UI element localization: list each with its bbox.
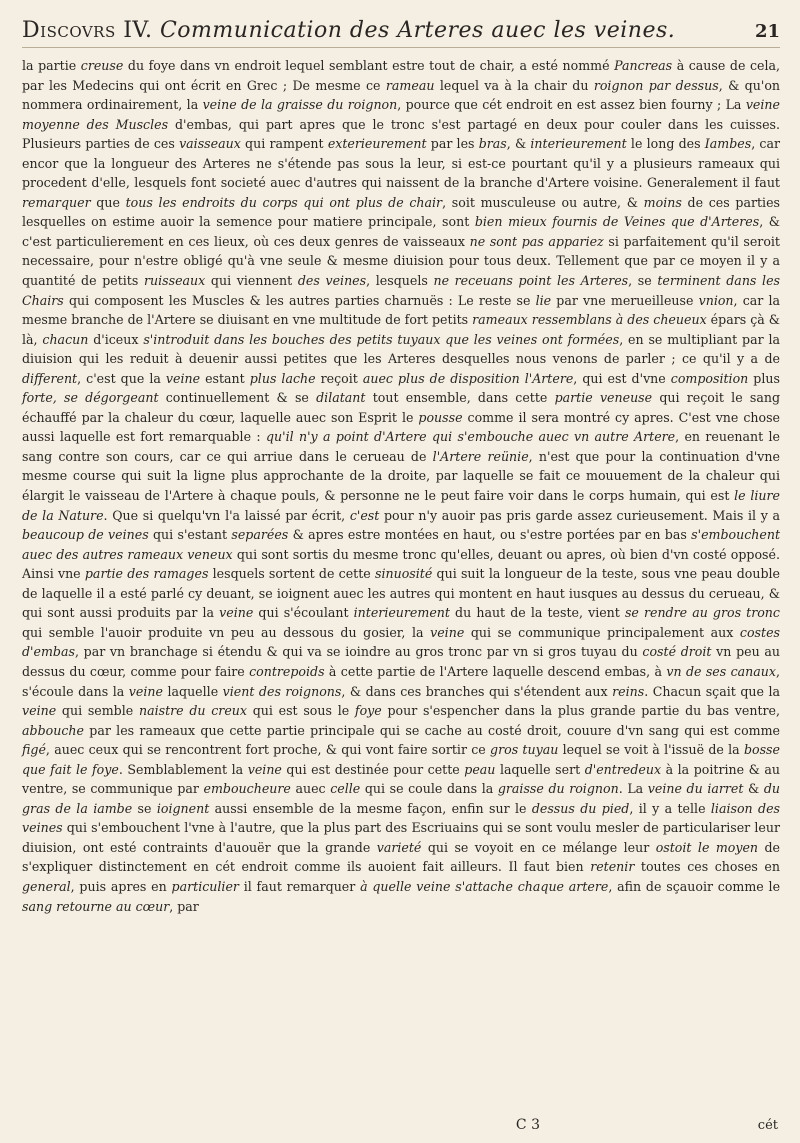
running-title-discourse: Discovrs IV. bbox=[22, 18, 153, 43]
text-run: par les rameaux que cette partie principale qui se cache au costé droit, couure d'vn sang qui est comme bbox=[83, 722, 780, 738]
text-run: , par vn branchage si étendu & qui va se ioindre au gros tronc par vn si gros tuyau du bbox=[74, 644, 643, 660]
text-run: qui est destinée pour cette bbox=[281, 761, 465, 777]
text-run: & bbox=[743, 781, 764, 797]
text-run: , c'est que la bbox=[77, 370, 166, 386]
italic-text-run: abbouche bbox=[22, 722, 84, 738]
italic-text-run: auec plus de disposition l'Artere bbox=[362, 370, 574, 386]
italic-text-run: veine du iarret bbox=[647, 781, 744, 797]
text-run: qui se voyoit en ce mélange leur bbox=[421, 839, 656, 855]
text-run: lesquels sortent de cette bbox=[208, 566, 375, 582]
text-run: aussi ensemble de la mesme façon, enfin sur le bbox=[209, 800, 532, 816]
text-run: , il y a telle bbox=[629, 800, 711, 816]
italic-text-run: du gras de la iambe bbox=[22, 781, 781, 816]
italic-text-run: veine bbox=[247, 761, 282, 777]
italic-text-run: figé bbox=[22, 742, 46, 758]
text-run: & apres estre montées en haut, ou s'estre portées par en bas bbox=[288, 527, 692, 543]
text-run: du haut de la teste, vient bbox=[449, 605, 625, 621]
text-run: par les bbox=[426, 136, 479, 152]
italic-text-run: ne receuans point les Arteres bbox=[433, 273, 629, 289]
italic-text-run: composition bbox=[670, 370, 749, 386]
italic-text-run: naistre du creux bbox=[138, 703, 247, 719]
italic-text-run: veine moyenne des Muscles bbox=[22, 97, 780, 132]
italic-text-run: contrepoids bbox=[249, 663, 325, 679]
text-run: , & dans ces branches qui s'étendent aux bbox=[341, 683, 613, 699]
text-run: , lesquels bbox=[366, 273, 434, 289]
italic-text-run: veine bbox=[430, 624, 465, 640]
text-run: auec bbox=[290, 781, 331, 797]
italic-text-run: interieurement bbox=[353, 605, 450, 621]
italic-text-run: veine bbox=[219, 605, 254, 621]
italic-text-run: Iambes bbox=[704, 136, 752, 152]
italic-text-run: qu'il n'y a point d'Artere qui s'embouche auec vn autre Artere bbox=[265, 429, 676, 445]
italic-text-run: interieurement bbox=[530, 136, 627, 152]
text-run: qui suit la longueur de la teste, sous vne peau double de laquelle il a esté parlé cy deuant, se ioignent auec les autres qui montent en haut iusques au dessus du cerueau, & qui sont aussi produits par la bbox=[22, 566, 780, 621]
text-run: . La bbox=[618, 781, 648, 797]
italic-text-run: sinuosité bbox=[374, 566, 433, 582]
text-run: à cette partie de l'Artere laquelle descend embas, à bbox=[324, 663, 667, 679]
text-run: par vne merueilleuse bbox=[551, 292, 699, 308]
text-run: il faut remarquer bbox=[238, 878, 361, 894]
italic-text-run: lie bbox=[535, 292, 552, 308]
text-run: d'embas, qui part apres que le tronc s'est partagé en deux pour couler dans les cuisses. Plusieurs parties de ces bbox=[22, 116, 780, 152]
italic-text-run: à quelle veine s'attache chaque artere bbox=[360, 878, 609, 894]
italic-text-run: veine de la graisse du roignon bbox=[202, 97, 398, 113]
text-run: qui viennent bbox=[205, 273, 298, 289]
italic-text-run: pousse bbox=[418, 409, 463, 425]
italic-text-run: ostoit le moyen bbox=[655, 839, 759, 855]
text-run: , auec ceux qui se rencontrent fort proche, & qui vont faire sortir ce bbox=[45, 742, 491, 758]
text-run: d'iceux bbox=[88, 331, 144, 347]
italic-text-run: des veines bbox=[297, 273, 367, 289]
italic-text-run: vnion bbox=[698, 292, 734, 308]
text-run: qui semble bbox=[56, 703, 139, 719]
italic-text-run: retenir bbox=[590, 859, 635, 875]
text-run: , afin de sçauoir comme le bbox=[608, 878, 781, 894]
italic-text-run: partie veneuse bbox=[554, 390, 653, 406]
text-run: , car encor que la longueur des Arteres ne s'étende pas sous la leur, si est-ce pourtant qu'il y a plusieurs rameaux qui procedent d'elle, lesquels font societé auec d'autres qui naissent de la branche d'Artere voisine. Generalement il faut bbox=[22, 136, 780, 191]
italic-text-run: general bbox=[22, 878, 71, 894]
text-run: , n'est que pour la continuation d'vne mesme course qui suit la ligne plus approchante de la droite, par laquelle se fait ce mouuement de la chaleur qui élargit le vaisseau de l'Artere à chaque pouls, & personne ne le peut faire voir dans le corps humain, qui est bbox=[22, 448, 780, 504]
page-number: 21 bbox=[754, 21, 780, 42]
italic-text-run: Pancreas bbox=[614, 58, 673, 73]
text-run: , puis apres en bbox=[70, 878, 172, 894]
italic-text-run: dilatant bbox=[316, 390, 366, 406]
running-title bbox=[22, 18, 675, 43]
italic-text-run: rameaux ressemblans à des cheueux bbox=[472, 312, 707, 328]
running-title-subject: Communication des Arteres auec les veines. bbox=[152, 18, 676, 43]
text-run: de ces parties lesquelles on estime auoir la semence pour matiere principale, sont bbox=[22, 194, 780, 230]
italic-text-run: rameau bbox=[385, 77, 435, 93]
italic-text-run: celle bbox=[330, 781, 361, 797]
text-run: . Semblablement la bbox=[118, 761, 248, 777]
text-run: , par bbox=[169, 898, 199, 914]
italic-text-run: costes d'embas bbox=[22, 624, 780, 660]
text-run: tout ensemble, dans cette bbox=[365, 390, 555, 406]
italic-text-run: costé droit bbox=[642, 644, 712, 660]
text-run: qui semble l'auoir produite vn peu au dessous du gosier, la bbox=[22, 624, 431, 640]
italic-text-run: ne sont pas appariez bbox=[469, 233, 604, 249]
text-run: qui rampent bbox=[240, 136, 328, 152]
italic-text-run: sang retourne au cœur bbox=[22, 898, 170, 914]
italic-text-run: forte, se dégorgeant bbox=[22, 390, 159, 406]
italic-text-run: veine bbox=[128, 683, 163, 699]
text-run: toutes ces choses en bbox=[634, 859, 780, 875]
italic-text-run: chacun bbox=[42, 331, 89, 347]
text-run: . Chacun sçait que la bbox=[644, 683, 781, 699]
italic-text-run: bien mieux fournis de Veines que d'Arteres bbox=[474, 214, 760, 230]
text-run: qui s'embouchent l'vne à l'autre, que la plus part des Escriuains qui se sont voulu mesler de particulariser leur diuision, ont esté contraints d'auouër que la grande bbox=[22, 820, 780, 855]
text-run: reçoit bbox=[315, 370, 363, 386]
text-run: , & c'est particulierement en ces lieux, où ces deux genres de vaisseaux bbox=[22, 214, 780, 249]
text-run: , soit musculeuse ou autre, & bbox=[442, 194, 644, 210]
text-run: , en reuenant le sang contre son cours, car ce qui arriue dans le cerueau de bbox=[22, 429, 780, 464]
italic-text-run: liaison des veines bbox=[22, 800, 780, 836]
text-run: , pource que cét endroit en est assez bien fourny ; La bbox=[397, 97, 746, 113]
text-run: laquelle sert bbox=[495, 761, 585, 777]
italic-text-run: remarquer bbox=[22, 194, 91, 210]
italic-text-run: separées bbox=[231, 527, 289, 543]
text-run: qui composent les Muscles & les autres parties charnuës : Le reste se bbox=[63, 292, 536, 308]
text-run: plus bbox=[748, 370, 780, 386]
text-run: comme il sera montré cy apres. C'est vne chose aussi laquelle est fort remarquable : bbox=[22, 409, 780, 445]
body-paragraph bbox=[22, 56, 780, 916]
text-run: si parfaitement qu'il seroit necessaire, pour n'estre obligé qu'à vne seule & mesme diuision pour tous deux. Tellement que par ce moyen il y a quantité de petits bbox=[22, 233, 780, 289]
italic-text-run: roignon par dessus bbox=[593, 77, 719, 93]
italic-text-run: s'introduit dans les bouches des petits tuyaux que les veines ont formées bbox=[143, 331, 620, 347]
italic-text-run: bras bbox=[478, 136, 507, 152]
text-run: qui s'écoulant bbox=[253, 605, 354, 621]
italic-text-run: vn de ses canaux bbox=[666, 663, 776, 679]
italic-text-run: vaisseaux bbox=[179, 136, 241, 152]
italic-text-run: moins bbox=[643, 194, 682, 210]
text-run: que bbox=[90, 194, 126, 210]
italic-text-run: dessus du pied bbox=[531, 800, 630, 816]
text-run: à la poitrine & au ventre, se communique par bbox=[22, 761, 780, 797]
italic-text-run: particulier bbox=[171, 878, 239, 894]
text-run: qui est sous le bbox=[246, 703, 355, 719]
text-run: , & qu'on nommera ordinairement, la bbox=[22, 77, 781, 113]
text-run: lequel va à la chair du bbox=[434, 77, 594, 93]
text-run: vn peu au dessus du cœur, comme pour faire bbox=[22, 644, 780, 679]
text-run: pour s'espencher dans la plus grande partie du bas ventre, bbox=[381, 703, 780, 719]
italic-text-run: c'est bbox=[349, 507, 380, 523]
italic-text-run: d'entredeux bbox=[584, 761, 662, 777]
italic-text-run: varieté bbox=[376, 839, 422, 855]
text-run: . Que si quelqu'vn l'a laissé par écrit, bbox=[103, 507, 350, 523]
text-run: continuellement & se bbox=[158, 390, 317, 406]
italic-text-run: veine bbox=[165, 370, 201, 386]
italic-text-run: reins bbox=[612, 683, 645, 699]
italic-text-run: foye bbox=[354, 703, 382, 719]
text-run: , se bbox=[628, 273, 658, 289]
italic-text-run: l'Artere reünie bbox=[432, 448, 529, 464]
text-run: laquelle bbox=[162, 683, 223, 699]
text-run: , qui est d'vne bbox=[573, 370, 671, 386]
italic-text-run: exterieurement bbox=[327, 136, 427, 152]
italic-text-run: ioignent bbox=[156, 800, 210, 816]
text-run: se bbox=[132, 800, 157, 816]
italic-text-run: emboucheure bbox=[203, 781, 291, 797]
text-run: estant bbox=[200, 370, 250, 386]
text-run: lequel se voit à l'issuë de la bbox=[558, 742, 744, 758]
text-run: qui se coule dans la bbox=[360, 781, 498, 797]
italic-text-run: se rendre au gros tronc bbox=[624, 605, 780, 621]
text-run: qui reçoit le sang échauffé par la chaleur du cœur, laquelle auec son Esprit le bbox=[22, 390, 781, 425]
text-run: épars çà & là, bbox=[22, 312, 780, 347]
italic-text-run: graisse du roignon bbox=[497, 781, 619, 797]
italic-text-run: vient des roignons bbox=[222, 683, 342, 699]
italic-text-run: ruisseaux bbox=[143, 273, 206, 289]
text-run: à cause de cela, par les Medecins qui ont écrit en Grec ; De mesme ce bbox=[22, 58, 780, 93]
text-run: , & bbox=[506, 136, 531, 152]
text-run: le long des bbox=[626, 136, 705, 152]
italic-text-run: different bbox=[22, 370, 78, 386]
italic-text-run: gros tuyau bbox=[490, 742, 559, 758]
text-run: qui se communique principalement aux bbox=[464, 624, 740, 640]
italic-text-run: partie des ramages bbox=[84, 566, 209, 582]
italic-text-run: creuse bbox=[80, 58, 124, 73]
text-run: pour n'y auoir pas pris garde assez curieusement. Mais il y a bbox=[379, 507, 780, 523]
text-run: du foye dans vn endroit lequel semblant estre tout de chair, a esté nommé bbox=[123, 58, 615, 73]
text-run: , car la mesme branche de l'Artere se diuisant en vne multitude de fort petits bbox=[22, 292, 780, 328]
signature-mark: C 3 bbox=[515, 1117, 540, 1133]
catchword: cét bbox=[757, 1118, 778, 1133]
text-run: la partie bbox=[22, 58, 81, 73]
italic-text-run: bosse que fait le foye bbox=[22, 742, 780, 777]
italic-text-run: le liure de la Nature bbox=[22, 488, 780, 523]
italic-text-run: veine bbox=[22, 703, 57, 719]
italic-text-run: tous les endroits du corps qui ont plus de chair bbox=[125, 194, 443, 210]
italic-text-run: beaucoup de veines bbox=[22, 527, 149, 543]
page-header bbox=[22, 18, 780, 48]
text-run: , en se multipliant par la diuision qui les reduit à deuenir aussi petites que les Arteres desquelles nous venons de parler ; ce qu'il y a de bbox=[22, 331, 781, 367]
text-run: qui s'estant bbox=[148, 527, 232, 543]
italic-text-run: peau bbox=[464, 761, 496, 777]
italic-text-run: terminent dans les Chairs bbox=[22, 273, 780, 308]
text-run: , s'écoule dans la bbox=[22, 663, 780, 699]
text-run: de s'expliquer distinctement en cét endroit comme ils auoient fait ailleurs. Il faut bien bbox=[22, 839, 780, 875]
italic-text-run: plus lache bbox=[249, 370, 316, 386]
italic-text-run: s'embouchent auec des autres rameaux veneux bbox=[22, 527, 781, 562]
text-run: qui sont sortis du mesme tronc qu'elles, deuant ou apres, où bien d'vn costé opposé. Ainsi vne bbox=[22, 546, 780, 582]
